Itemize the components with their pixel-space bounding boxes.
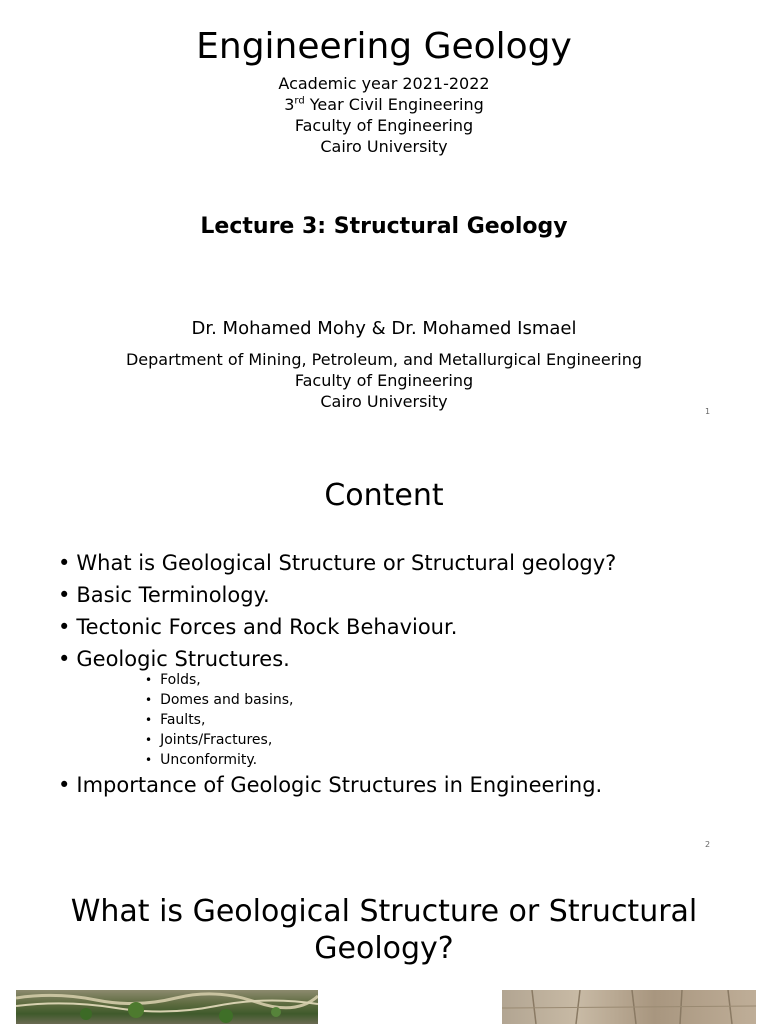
content-title: Content [324, 478, 444, 513]
authors: Dr. Mohamed Mohy & Dr. Mohamed Ismael [191, 318, 577, 339]
list-item: • Faults, [145, 710, 293, 730]
course-title: Engineering Geology [196, 26, 572, 67]
rock-outcrop-image [16, 990, 318, 1024]
lecture-title: Lecture 3: Structural Geology [200, 214, 568, 239]
faculty: Faculty of Engineering [294, 116, 474, 135]
program-name: Year Civil Engineering [304, 95, 484, 114]
list-item: • Basic Terminology. [58, 579, 616, 611]
rock-cliff-image [502, 990, 756, 1024]
list-item: • What is Geological Structure or Structural geology? [58, 547, 616, 579]
page-number: 2 [705, 840, 711, 849]
list-item: • Geologic Structures. [58, 643, 616, 675]
list-item: • Domes and basins, [145, 690, 293, 710]
department: Department of Mining, Petroleum, and Metallurgical Engineering [125, 350, 643, 369]
list-item: • Unconformity. [145, 750, 293, 770]
university: Cairo University [320, 137, 448, 156]
year-ordinal: rd [294, 95, 305, 107]
structures-sub-list [145, 670, 293, 770]
list-item: • Joints/Fractures, [145, 730, 293, 750]
year-number: 3 [284, 95, 295, 114]
academic-year: Academic year 2021-2022 [278, 74, 490, 93]
faculty-secondary: Faculty of Engineering [294, 371, 474, 390]
university-secondary: Cairo University [320, 392, 448, 411]
jointed-rock-illustration [502, 990, 756, 1024]
list-item: • Tectonic Forces and Rock Behaviour. [58, 611, 616, 643]
folded-strata-illustration [16, 990, 318, 1024]
list-item: • Importance of Geologic Structures in Engineering. [58, 773, 602, 797]
list-item: • Folds, [145, 670, 293, 690]
definition-title: What is Geological Structure or Structural Geology? [70, 894, 698, 966]
page-number: 1 [705, 407, 711, 416]
year-program [0, 94, 768, 115]
content-bullet-list [58, 547, 616, 675]
